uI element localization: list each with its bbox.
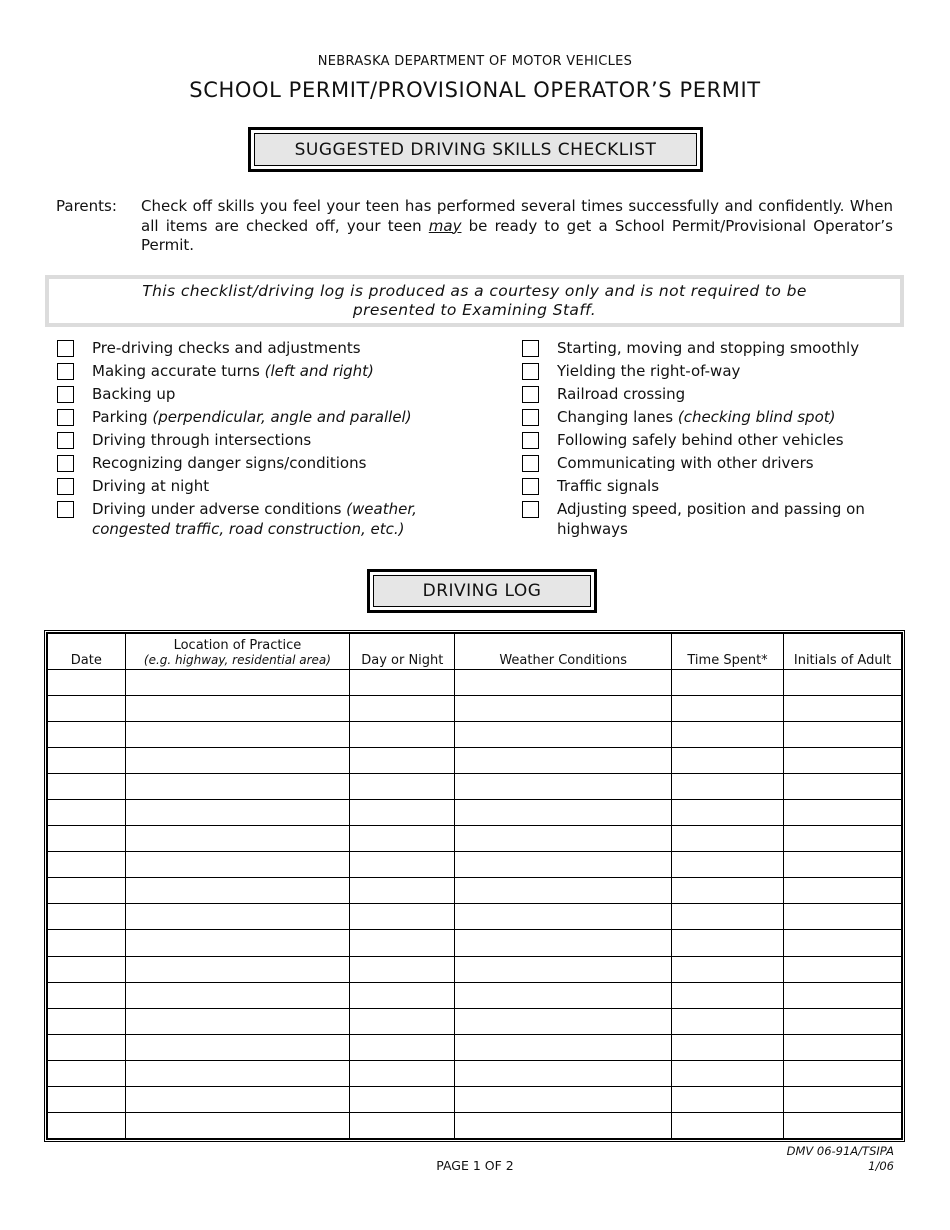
table-cell[interactable] (125, 721, 350, 747)
checklist-item-text: Parking (92, 408, 153, 426)
table-cell[interactable] (47, 826, 125, 852)
checklist-item-text: Yielding the right-of-way (557, 362, 741, 380)
col-header-weather: Weather Conditions (455, 633, 672, 669)
table-cell[interactable] (350, 826, 455, 852)
checklist-item-label (92, 408, 412, 428)
table-cell[interactable] (784, 852, 902, 878)
table-cell[interactable] (47, 747, 125, 773)
table-cell[interactable] (455, 1113, 672, 1139)
table-cell[interactable] (784, 721, 902, 747)
table-cell[interactable] (784, 1113, 902, 1139)
checklist-heading: SUGGESTED DRIVING SKILLS CHECKLIST (254, 133, 697, 166)
table-cell[interactable] (671, 930, 783, 956)
checklist-item (57, 339, 477, 359)
courtesy-notice (45, 275, 904, 327)
table-cell[interactable] (350, 1113, 455, 1139)
checklist-item-label (557, 339, 859, 359)
table-cell[interactable] (671, 721, 783, 747)
table-cell[interactable] (350, 982, 455, 1008)
table-cell[interactable] (125, 878, 350, 904)
table-cell[interactable] (350, 878, 455, 904)
table-cell[interactable] (455, 956, 672, 982)
table-cell[interactable] (125, 956, 350, 982)
checkbox[interactable] (522, 386, 539, 403)
checklist-item-label (557, 408, 835, 428)
table-cell[interactable] (455, 852, 672, 878)
col-header-initials: Initials of Adult (784, 633, 902, 669)
table-cell[interactable] (671, 904, 783, 930)
col-header-location-hint: (e.g. highway, residential area) (143, 652, 331, 667)
checklist-item (57, 385, 477, 405)
table-row (47, 1087, 902, 1113)
checkbox[interactable] (522, 478, 539, 495)
checklist-item-note: (checking blind spot) (677, 408, 836, 426)
table-cell[interactable] (125, 695, 350, 721)
form-code: DMV 06-91A/TSIPA (786, 1144, 894, 1158)
col-header-location (125, 633, 350, 669)
checklist-item-label (92, 431, 311, 451)
checklist-item-label (92, 477, 209, 497)
table-cell[interactable] (47, 956, 125, 982)
table-cell[interactable] (350, 747, 455, 773)
table-cell[interactable] (47, 852, 125, 878)
checklist-item-note: (perpendicular, angle and parallel) (152, 408, 412, 426)
checkbox[interactable] (522, 501, 539, 518)
table-cell[interactable] (784, 773, 902, 799)
table-cell[interactable] (47, 930, 125, 956)
table-cell[interactable] (125, 669, 350, 695)
table-cell[interactable] (671, 956, 783, 982)
table-cell[interactable] (47, 1034, 125, 1060)
table-cell[interactable] (125, 852, 350, 878)
table-cell[interactable] (125, 799, 350, 825)
checkbox[interactable] (522, 409, 539, 426)
checklist-item-text: Driving under adverse conditions (92, 500, 347, 518)
table-cell[interactable] (350, 930, 455, 956)
table-cell[interactable] (671, 669, 783, 695)
table-cell[interactable] (784, 1060, 902, 1086)
checklist-item-label (92, 385, 175, 405)
table-row (47, 878, 902, 904)
checklist-item-text: Starting, moving and stopping smoothly (557, 339, 860, 357)
table-cell[interactable] (784, 878, 902, 904)
table-cell[interactable] (671, 826, 783, 852)
table-cell[interactable] (671, 1008, 783, 1034)
checkbox[interactable] (57, 340, 74, 357)
table-cell[interactable] (784, 956, 902, 982)
checklist-item-label (92, 362, 374, 382)
table-cell[interactable] (455, 1087, 672, 1113)
table-cell[interactable] (671, 695, 783, 721)
table-cell[interactable] (350, 1060, 455, 1086)
checklist-item-label (557, 477, 659, 497)
table-row (47, 826, 902, 852)
table-cell[interactable] (47, 721, 125, 747)
table-row (47, 773, 902, 799)
table-cell[interactable] (350, 773, 455, 799)
checklist-item (522, 431, 902, 451)
checklist-item (57, 408, 477, 428)
checklist-item (522, 500, 902, 539)
table-cell[interactable] (784, 1034, 902, 1060)
form-revision: 1/06 (868, 1159, 894, 1173)
parents-emphasis: may (428, 216, 462, 235)
checklist-item-label (92, 454, 366, 474)
checklist-left-column (57, 339, 477, 543)
table-row (47, 1034, 902, 1060)
checklist-item (522, 477, 902, 497)
checklist-item-text: Recognizing danger signs/conditions (92, 454, 367, 472)
table-cell[interactable] (671, 1087, 783, 1113)
checkbox[interactable] (57, 363, 74, 380)
table-cell[interactable] (47, 1113, 125, 1139)
checklist-item-text: Communicating with other drivers (557, 454, 814, 472)
table-cell[interactable] (125, 982, 350, 1008)
checklist-item-label (557, 454, 814, 474)
table-cell[interactable] (455, 904, 672, 930)
table-row (47, 695, 902, 721)
table-cell[interactable] (125, 747, 350, 773)
checklist-heading-box (248, 127, 703, 172)
table-row (47, 956, 902, 982)
table-row (47, 721, 902, 747)
table-cell[interactable] (671, 878, 783, 904)
checklist-item-text: Driving at night (92, 477, 210, 495)
checkbox[interactable] (57, 455, 74, 472)
checklist-item-label (557, 500, 902, 539)
checklist-item (57, 362, 477, 382)
table-cell[interactable] (455, 669, 672, 695)
table-cell[interactable] (784, 695, 902, 721)
table-cell[interactable] (455, 1008, 672, 1034)
table-cell[interactable] (455, 695, 672, 721)
table-cell[interactable] (125, 1060, 350, 1086)
table-row (47, 982, 902, 1008)
table-cell[interactable] (671, 1060, 783, 1086)
parents-label: Parents: (56, 197, 117, 215)
checkbox[interactable] (57, 386, 74, 403)
checklist-item-label (557, 385, 685, 405)
table-row (47, 1113, 902, 1139)
table-cell[interactable] (125, 1113, 350, 1139)
page-title: SCHOOL PERMIT/PROVISIONAL OPERATOR’S PERMIT (189, 78, 761, 102)
checklist-item-text: Backing up (92, 385, 176, 403)
checkbox[interactable] (57, 478, 74, 495)
table-cell[interactable] (125, 826, 350, 852)
table-cell[interactable] (671, 852, 783, 878)
table-row (47, 747, 902, 773)
checklist-item (522, 385, 902, 405)
table-cell[interactable] (350, 695, 455, 721)
checklist-item (57, 431, 477, 451)
table-cell[interactable] (784, 747, 902, 773)
table-cell[interactable] (47, 1008, 125, 1034)
col-header-location-label: Location of Practice (173, 637, 302, 653)
table-cell[interactable] (784, 669, 902, 695)
table-cell[interactable] (125, 1087, 350, 1113)
table-cell[interactable] (455, 1060, 672, 1086)
checklist-item (57, 500, 477, 539)
table-cell[interactable] (671, 1034, 783, 1060)
table-cell[interactable] (350, 1034, 455, 1060)
checklist-item (522, 454, 902, 474)
table-row (47, 799, 902, 825)
checklist-item-text: Railroad crossing (557, 385, 686, 403)
table-cell[interactable] (350, 852, 455, 878)
table-cell[interactable] (784, 799, 902, 825)
table-cell[interactable] (455, 826, 672, 852)
table-cell[interactable] (784, 982, 902, 1008)
table-cell[interactable] (455, 1034, 672, 1060)
table-cell[interactable] (784, 904, 902, 930)
table-cell[interactable] (125, 1008, 350, 1034)
table-cell[interactable] (125, 1034, 350, 1060)
checkbox[interactable] (522, 363, 539, 380)
table-cell[interactable] (350, 1087, 455, 1113)
checklist-item-text: Making accurate turns (92, 362, 265, 380)
col-header-time: Time Spent* (671, 633, 783, 669)
driving-log-table (46, 632, 903, 1140)
table-row (47, 669, 902, 695)
department-name: NEBRASKA DEPARTMENT OF MOTOR VEHICLES (317, 54, 633, 69)
table-cell[interactable] (47, 695, 125, 721)
checklist-item-text: Following safely behind other vehicles (557, 431, 844, 449)
table-cell[interactable] (350, 721, 455, 747)
table-cell[interactable] (784, 826, 902, 852)
checkbox[interactable] (522, 340, 539, 357)
table-cell[interactable] (47, 982, 125, 1008)
checkbox[interactable] (522, 432, 539, 449)
table-cell[interactable] (47, 1087, 125, 1113)
table-row (47, 852, 902, 878)
checklist-item-text: Driving through intersections (92, 431, 312, 449)
checklist-item-label (92, 500, 477, 539)
table-cell[interactable] (350, 669, 455, 695)
checklist-item (57, 454, 477, 474)
table-cell[interactable] (47, 669, 125, 695)
form-identifier (787, 1144, 894, 1174)
table-cell[interactable] (671, 1113, 783, 1139)
checklist-item (57, 477, 477, 497)
table-cell[interactable] (125, 904, 350, 930)
table-cell[interactable] (125, 773, 350, 799)
table-cell[interactable] (455, 721, 672, 747)
table-cell[interactable] (455, 799, 672, 825)
checklist-item-note: (weather, congested traffic, road construction, etc.) (92, 500, 417, 538)
driving-log-body (47, 669, 902, 1139)
table-cell[interactable] (47, 799, 125, 825)
checklist-item-label (557, 431, 844, 451)
table-cell[interactable] (784, 1087, 902, 1113)
checklist-item-text: Adjusting speed, position and passing on highways (557, 500, 865, 538)
table-cell[interactable] (455, 747, 672, 773)
driving-log-heading-box (367, 569, 597, 613)
table-cell[interactable] (47, 1060, 125, 1086)
table-row (47, 904, 902, 930)
table-row (47, 930, 902, 956)
table-cell[interactable] (350, 1008, 455, 1034)
table-cell[interactable] (455, 982, 672, 1008)
table-cell[interactable] (455, 878, 672, 904)
page-number: PAGE 1 OF 2 (436, 1158, 514, 1173)
table-cell[interactable] (784, 1008, 902, 1034)
checklist-item (522, 362, 902, 382)
table-cell[interactable] (455, 773, 672, 799)
table-cell[interactable] (671, 982, 783, 1008)
table-cell[interactable] (784, 930, 902, 956)
driving-log-header-row (47, 633, 902, 669)
table-cell[interactable] (671, 747, 783, 773)
table-row (47, 1060, 902, 1086)
checkbox[interactable] (522, 455, 539, 472)
col-header-day-night: Day or Night (350, 633, 455, 669)
table-cell[interactable] (350, 799, 455, 825)
checkbox[interactable] (57, 501, 74, 518)
checklist-item-text: Traffic signals (557, 477, 660, 495)
table-cell[interactable] (671, 799, 783, 825)
parents-instructions (141, 197, 893, 256)
table-row (47, 1008, 902, 1034)
parents-text-before: Check off skills you feel your teen has performed several times successfully and confidently. When all items are checked off, your teen (141, 197, 893, 235)
table-cell[interactable] (455, 930, 672, 956)
courtesy-notice-text: This checklist/driving log is produced as a courtesy only and is not required to be presented to Examining Staff. (142, 282, 807, 319)
checklist-item (522, 339, 902, 359)
table-cell[interactable] (671, 773, 783, 799)
checkbox[interactable] (57, 409, 74, 426)
table-cell[interactable] (47, 904, 125, 930)
table-cell[interactable] (125, 930, 350, 956)
checklist-item-text: Changing lanes (557, 408, 678, 426)
col-header-date: Date (47, 633, 125, 669)
table-cell[interactable] (350, 956, 455, 982)
driving-log-heading: DRIVING LOG (373, 575, 591, 607)
checklist-item-label (557, 362, 740, 382)
checklist-item-label (92, 339, 361, 359)
checklist-item-note: (left and right) (264, 362, 374, 380)
checklist-item-text: Pre-driving checks and adjustments (92, 339, 361, 357)
table-cell[interactable] (47, 773, 125, 799)
parents-text-after: be ready to get a School Permit/Provisional Operator’s Permit. (141, 216, 893, 254)
checklist-right-column (522, 339, 902, 543)
table-cell[interactable] (47, 878, 125, 904)
checkbox[interactable] (57, 432, 74, 449)
checklist-item (522, 408, 902, 428)
table-cell[interactable] (350, 904, 455, 930)
